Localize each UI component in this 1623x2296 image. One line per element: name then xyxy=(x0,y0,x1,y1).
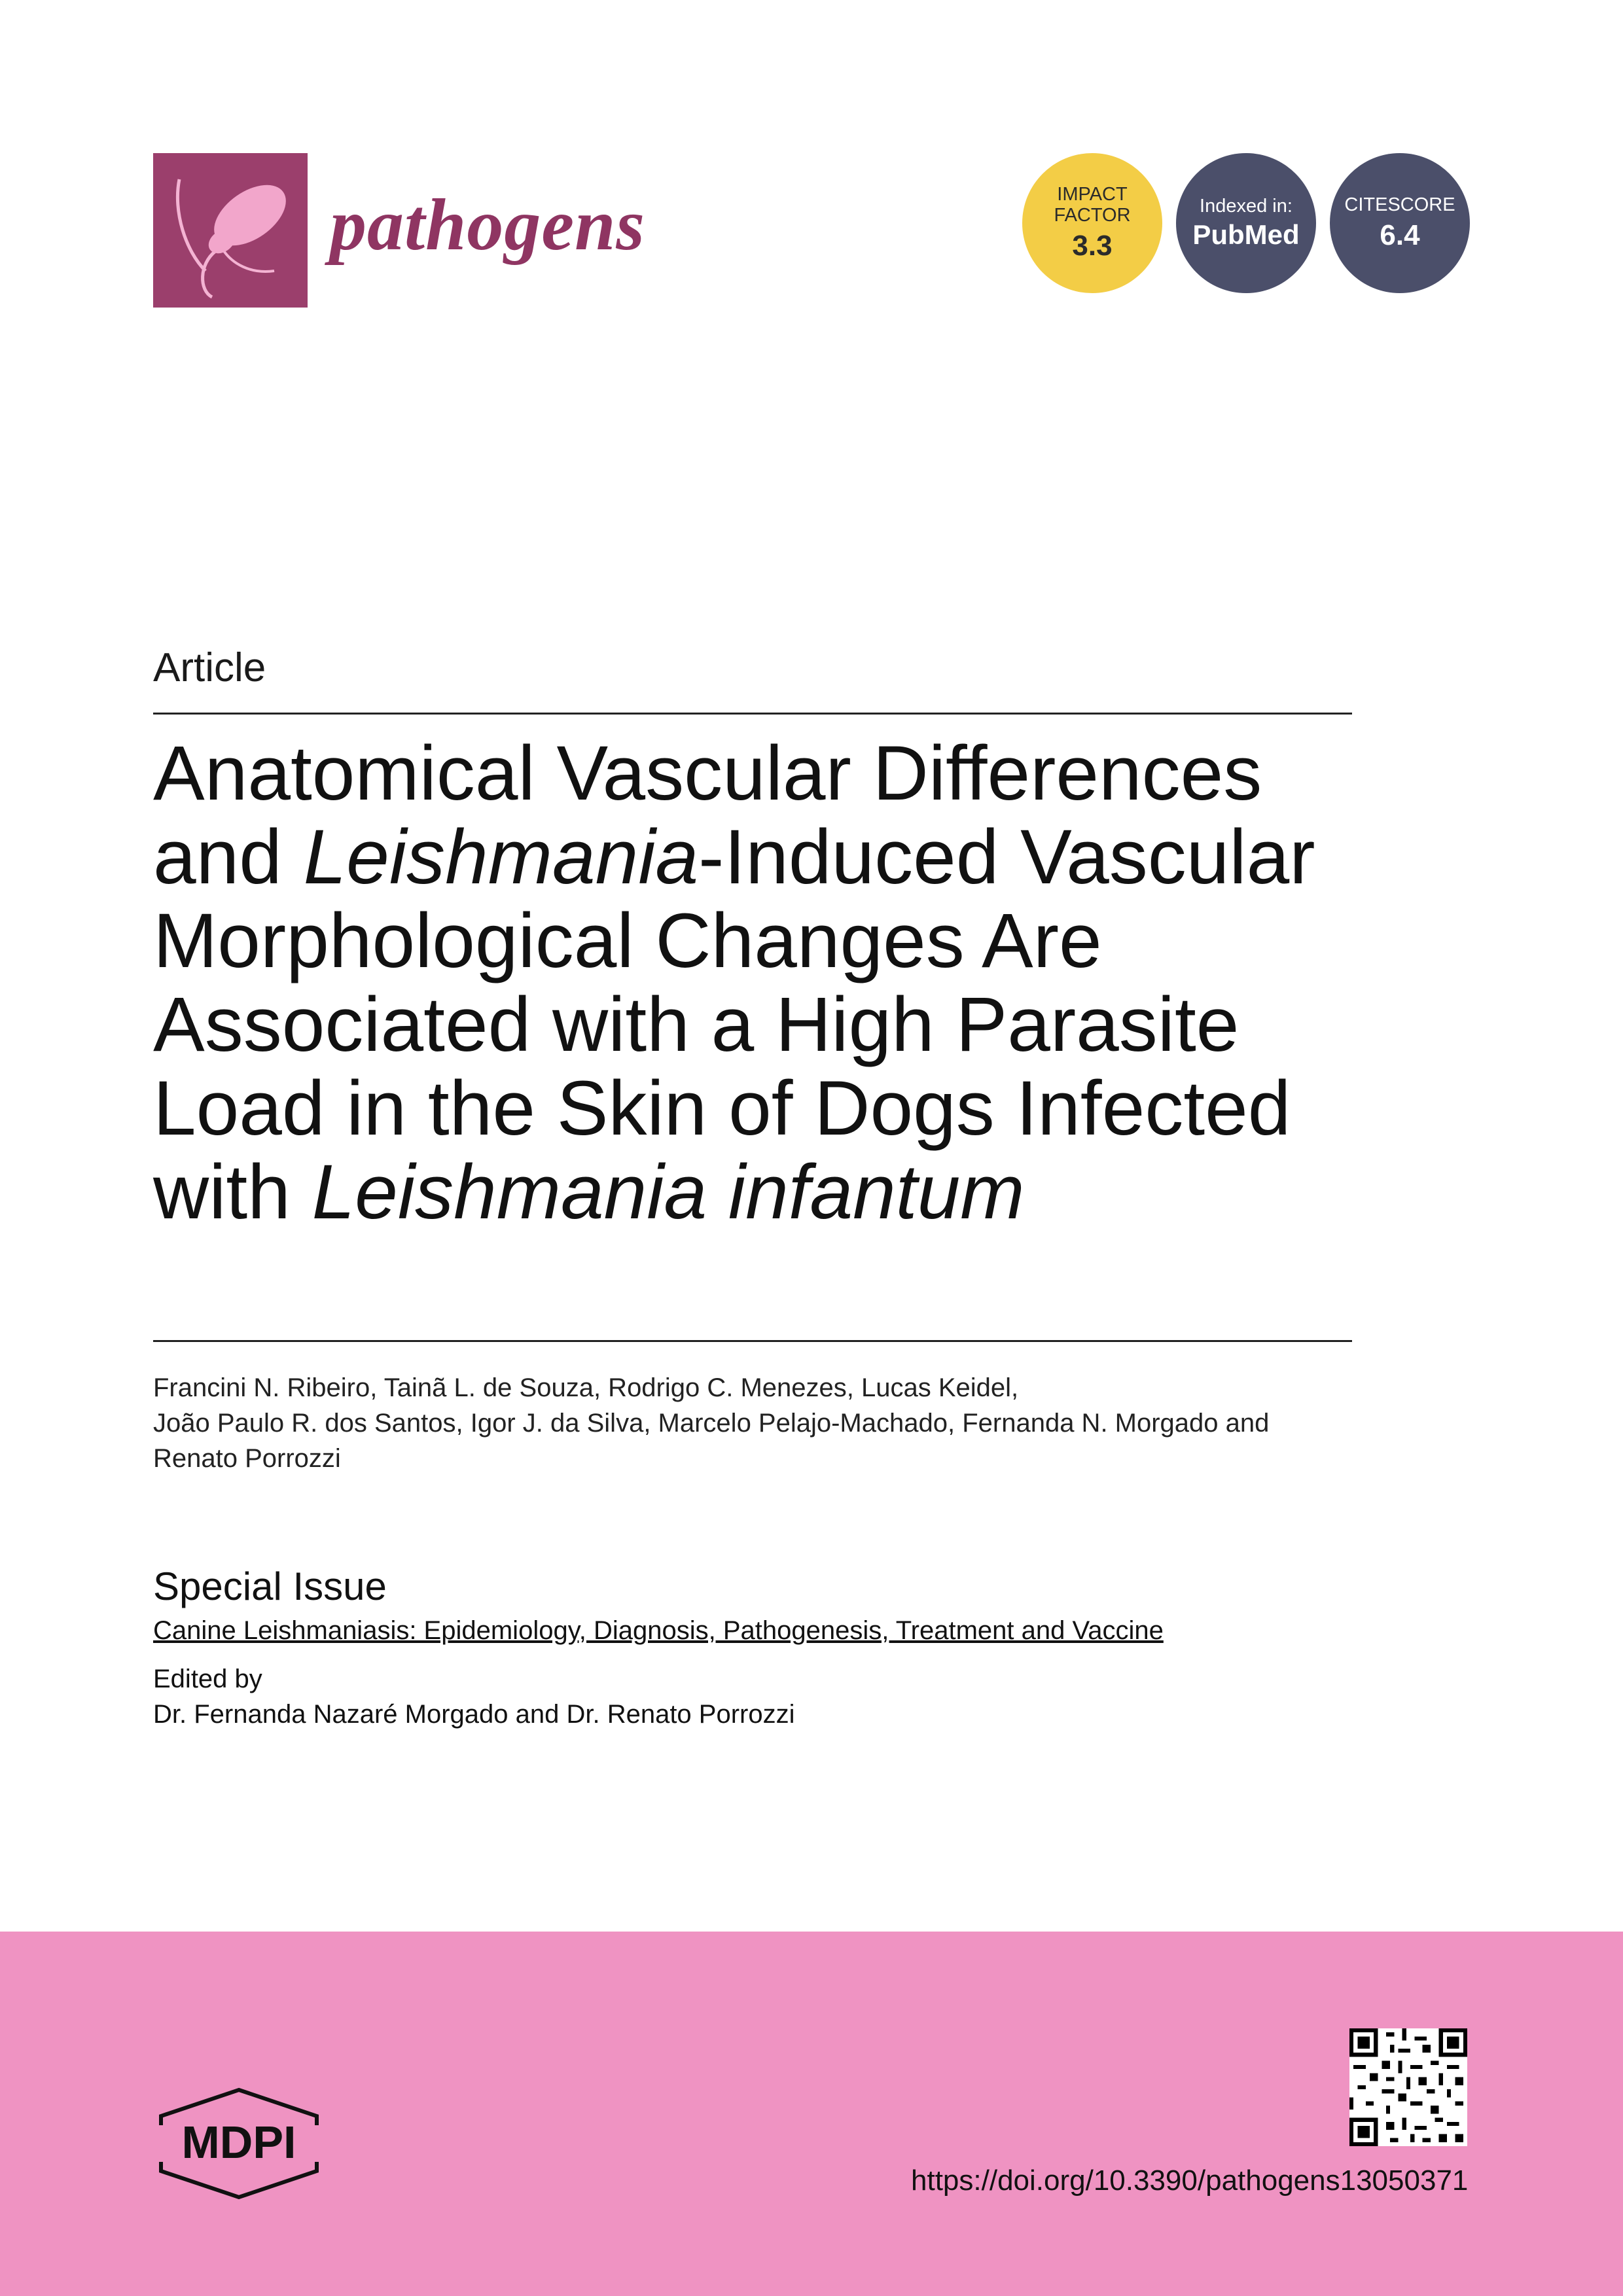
publisher-name: MDPI xyxy=(181,2117,296,2168)
doi-link[interactable]: https://doi.org/10.3390/pathogens13050371 xyxy=(911,2164,1469,2197)
title-italic-part: Leishmania infantum xyxy=(312,1149,1025,1235)
special-issue-link[interactable]: Canine Leishmaniasis: Epidemiology, Diagnosis, Pathogenesis, Treatment and Vaccine xyxy=(153,1616,1164,1645)
citescore-label: CITESCORE xyxy=(1344,194,1455,215)
journal-name: pathogens xyxy=(330,185,645,266)
article-title xyxy=(153,732,1352,1234)
author-line: Renato Porrozzi xyxy=(153,1444,341,1473)
article-type: Article xyxy=(153,645,266,690)
divider xyxy=(153,1340,1352,1342)
author-line: Francini N. Ribeiro, Tainã L. de Souza, Rodrigo C. Menezes, Lucas Keidel, xyxy=(153,1373,1019,1402)
title-italic-part: Leishmania xyxy=(303,814,699,900)
citescore-badge xyxy=(1330,153,1470,293)
pubmed-label: PubMed xyxy=(1192,219,1300,250)
author-line: João Paulo R. dos Santos, Igor J. da Silva, Marcelo Pelajo-Machado, Fernanda N. Morgado and xyxy=(153,1409,1270,1438)
citescore-value: 6.4 xyxy=(1380,219,1420,251)
special-issue-heading: Special Issue xyxy=(153,1564,387,1608)
impact-factor-label-2: FACTOR xyxy=(1054,204,1131,226)
title-part: Anatomical Vascular Differences and xyxy=(153,730,1262,900)
qr-code-icon xyxy=(1349,2028,1467,2146)
indexed-in-label: Indexed in: xyxy=(1200,195,1293,217)
editors: Dr. Fernanda Nazaré Morgado and Dr. Renato Porrozzi xyxy=(153,1700,795,1729)
divider xyxy=(153,713,1352,715)
edited-by-label: Edited by xyxy=(153,1665,262,1693)
journal-logo-icon xyxy=(153,153,308,308)
impact-factor-value: 3.3 xyxy=(1072,229,1113,262)
title-part: -Induced Vascular Morphological Changes Are Associated with a High Parasite Load in the Skin of Dogs Infected with xyxy=(153,814,1315,1235)
impact-factor-badge xyxy=(1022,153,1162,293)
mdpi-logo-icon xyxy=(153,2085,325,2202)
pubmed-badge xyxy=(1176,153,1316,293)
author-list xyxy=(153,1370,1352,1476)
impact-factor-label-1: IMPACT xyxy=(1057,183,1128,205)
